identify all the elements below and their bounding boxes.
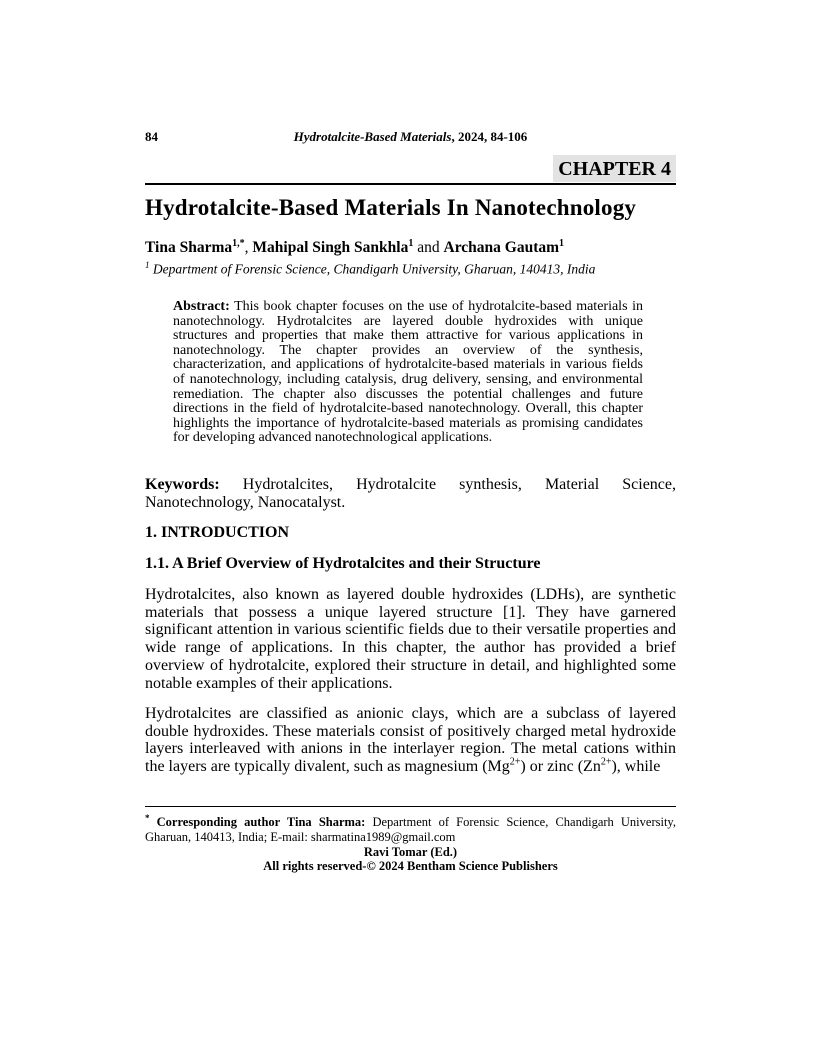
superscript-charge: 2+ [600,756,612,768]
author-separator: , [244,239,253,257]
corresponding-author-label: Corresponding author Tina Sharma: [149,815,366,830]
keywords-block [145,476,676,511]
page-title: Hydrotalcite-Based Materials In Nanotechnology [145,195,637,220]
section-heading-overview: 1.1. A Brief Overview of Hydrotalcites and their Structure [145,555,541,572]
footnote-marker: * [145,813,150,823]
editor-line: Ravi Tomar (Ed.) [363,845,458,859]
publisher-block [145,845,676,873]
keywords-label: Keywords: [145,476,220,493]
paragraph-2-text: Hydrotalcites are classified as anionic clays, which are a subclass of layered double hydroxides. These materials consist of positively charged metal hydroxide layers interleaved with anions in the interlayer region. The metal cations within the layers are typically divalent, such as magnesium (Mg [145,705,676,776]
page-number: 84 [145,129,158,144]
author-superscript: 1,* [232,238,245,249]
affiliation [145,257,676,278]
paragraph-2-text: ) or zinc (Zn [520,758,601,776]
paragraph-2-text: ), while [611,758,661,776]
copyright-line: All rights reserved-© 2024 Bentham Science Publishers [263,859,558,873]
paragraph-2 [145,705,676,776]
footnote-text: Department of Forensic Science, Chandigarh University, Gharuan, 140413, India; E-mail: sharmatina1989@gmail.com [145,815,676,844]
author-conjunction: and [413,239,444,257]
abstract-label: Abstract: [173,299,230,314]
keywords-text: Hydrotalcites, Hydrotalcite synthesis, Material Science, Nanotechnology, Nanocatalyst. [145,476,676,511]
author-superscript: 1 [559,238,565,249]
running-title [294,129,528,144]
chapter-rule [145,155,676,185]
abstract-block [173,300,643,446]
author-name: Mahipal Singh Sankhla [252,239,409,257]
footnote [145,806,676,844]
author-line [145,234,676,257]
affiliation-superscript: 1 [145,260,150,270]
running-header [145,129,676,144]
author-superscript: 1 [408,238,414,249]
running-title-meta: , 2024, 84-106 [451,129,528,144]
author-name: Archana Gautam [443,239,560,257]
abstract-text: This book chapter focuses on the use of hydrotalcite-based materials in nanotechnology. Hydrotalcites are layered double hydroxides with unique structures and properties that make them attractive for various applications in nanotechnology. The chapter provides an overview of the synthesis, characterization, and applications of hydrotalcite-based materials in various fields of nanotechnology, including catalysis, drug delivery, sensing, and environmental remediation. The chapter also discusses the potential challenges and future directions in the field of hydrotalcite-based nanotechnology. Overall, this chapter highlights the importance of hydrotalcite-based materials as promising candidates for developing advanced nanotechnological applications. [173,299,643,446]
running-title-book: Hydrotalcite-Based Materials [293,129,452,144]
affiliation-text: Department of Forensic Science, Chandigarh University, Gharuan, 140413, India [149,261,596,277]
superscript-charge: 2+ [509,756,521,768]
paragraph-1: Hydrotalcites, also known as layered double hydroxides (LDHs), are synthetic materials that possess a unique layered structure [1]. They have garnered significant attention in various scientific fields due to their versatile properties and wide range of applications. In this chapter, the author has provided a brief overview of hydrotalcite, explored their structure in detail, and highlighted some notable examples of their applications. [145,586,676,692]
chapter-badge: CHAPTER 4 [553,155,676,182]
section-heading-introduction: 1. INTRODUCTION [145,524,290,541]
author-name: Tina Sharma [145,239,233,257]
